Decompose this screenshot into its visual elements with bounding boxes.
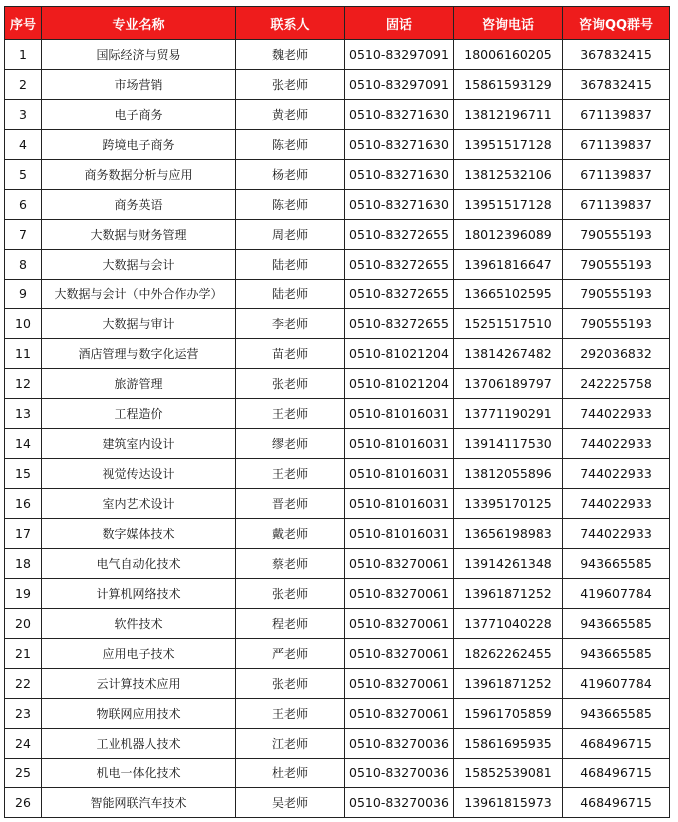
cell-qq-group: 790555193 [563,309,670,339]
header-contact-person: 联系人 [236,7,345,40]
cell-landline: 0510-83297091 [345,40,454,70]
cell-landline: 0510-83272655 [345,279,454,309]
cell-landline: 0510-81016031 [345,489,454,519]
table-row [5,189,670,219]
cell-index: 5 [5,159,42,189]
cell-qq-group: 943665585 [563,698,670,728]
cell-contact-person: 缪老师 [236,429,345,459]
header-qq-group: 咨询QQ群号 [563,7,670,40]
cell-consult-phone: 13814267482 [454,339,563,369]
cell-consult-phone: 13812532106 [454,159,563,189]
cell-contact-person: 杜老师 [236,758,345,788]
cell-major-name: 软件技术 [42,608,236,638]
cell-consult-phone: 18262262455 [454,638,563,668]
cell-consult-phone: 13961871252 [454,668,563,698]
table-row [5,668,670,698]
cell-landline: 0510-83271630 [345,99,454,129]
table-row [5,459,670,489]
cell-consult-phone: 13951517128 [454,189,563,219]
table-row [5,578,670,608]
cell-consult-phone: 13395170125 [454,489,563,519]
cell-landline: 0510-81016031 [345,429,454,459]
cell-qq-group: 367832415 [563,40,670,70]
cell-qq-group: 671139837 [563,189,670,219]
table-row [5,159,670,189]
cell-contact-person: 王老师 [236,459,345,489]
cell-major-name: 大数据与会计（中外合作办学） [42,279,236,309]
cell-index: 6 [5,189,42,219]
cell-index: 10 [5,309,42,339]
cell-contact-person: 陈老师 [236,129,345,159]
cell-index: 1 [5,40,42,70]
table-row [5,399,670,429]
cell-major-name: 商务英语 [42,189,236,219]
cell-index: 4 [5,129,42,159]
cell-qq-group: 671139837 [563,99,670,129]
cell-consult-phone: 18012396089 [454,219,563,249]
cell-qq-group: 468496715 [563,728,670,758]
cell-landline: 0510-83270036 [345,788,454,818]
cell-consult-phone: 13665102595 [454,279,563,309]
cell-index: 17 [5,519,42,549]
cell-major-name: 旅游管理 [42,369,236,399]
cell-landline: 0510-83271630 [345,189,454,219]
cell-landline: 0510-83270061 [345,698,454,728]
cell-index: 8 [5,249,42,279]
cell-landline: 0510-81021204 [345,369,454,399]
cell-qq-group: 943665585 [563,638,670,668]
cell-index: 16 [5,489,42,519]
cell-landline: 0510-83270061 [345,608,454,638]
cell-index: 13 [5,399,42,429]
cell-qq-group: 744022933 [563,489,670,519]
cell-major-name: 跨境电子商务 [42,129,236,159]
cell-contact-person: 陆老师 [236,249,345,279]
cell-index: 2 [5,69,42,99]
table-row [5,129,670,159]
cell-major-name: 工程造价 [42,399,236,429]
cell-landline: 0510-83270061 [345,668,454,698]
cell-major-name: 视觉传达设计 [42,459,236,489]
table-row [5,429,670,459]
cell-major-name: 智能网联汽车技术 [42,788,236,818]
header-index: 序号 [5,7,42,40]
cell-index: 21 [5,638,42,668]
cell-contact-person: 张老师 [236,668,345,698]
cell-consult-phone: 15861695935 [454,728,563,758]
cell-contact-person: 苗老师 [236,339,345,369]
table-row [5,279,670,309]
cell-landline: 0510-83297091 [345,69,454,99]
cell-index: 26 [5,788,42,818]
cell-contact-person: 严老师 [236,638,345,668]
cell-qq-group: 744022933 [563,519,670,549]
cell-index: 24 [5,728,42,758]
cell-contact-person: 张老师 [236,578,345,608]
cell-contact-person: 陆老师 [236,279,345,309]
table-row [5,638,670,668]
table-row [5,99,670,129]
cell-landline: 0510-83272655 [345,309,454,339]
cell-contact-person: 程老师 [236,608,345,638]
cell-landline: 0510-83270061 [345,578,454,608]
cell-major-name: 商务数据分析与应用 [42,159,236,189]
cell-consult-phone: 13812196711 [454,99,563,129]
cell-major-name: 酒店管理与数字化运营 [42,339,236,369]
cell-index: 15 [5,459,42,489]
table-row [5,728,670,758]
cell-major-name: 计算机网络技术 [42,578,236,608]
table-row [5,339,670,369]
header-consult-phone: 咨询电话 [454,7,563,40]
cell-contact-person: 王老师 [236,698,345,728]
cell-consult-phone: 13914261348 [454,548,563,578]
cell-contact-person: 晋老师 [236,489,345,519]
cell-major-name: 国际经济与贸易 [42,40,236,70]
cell-index: 25 [5,758,42,788]
header-landline: 固话 [345,7,454,40]
cell-contact-person: 吴老师 [236,788,345,818]
cell-landline: 0510-83272655 [345,219,454,249]
cell-qq-group: 790555193 [563,279,670,309]
cell-qq-group: 943665585 [563,548,670,578]
cell-qq-group: 367832415 [563,69,670,99]
cell-landline: 0510-83270036 [345,758,454,788]
cell-index: 3 [5,99,42,129]
cell-major-name: 建筑室内设计 [42,429,236,459]
cell-landline: 0510-81016031 [345,399,454,429]
cell-consult-phone: 18006160205 [454,40,563,70]
cell-contact-person: 蔡老师 [236,548,345,578]
cell-major-name: 工业机器人技术 [42,728,236,758]
cell-qq-group: 419607784 [563,668,670,698]
cell-qq-group: 943665585 [563,608,670,638]
cell-contact-person: 陈老师 [236,189,345,219]
cell-landline: 0510-83272655 [345,249,454,279]
cell-major-name: 大数据与财务管理 [42,219,236,249]
cell-major-name: 电气自动化技术 [42,548,236,578]
cell-qq-group: 671139837 [563,129,670,159]
table-row [5,519,670,549]
cell-landline: 0510-81016031 [345,519,454,549]
cell-landline: 0510-83270061 [345,638,454,668]
contact-table-container [4,6,670,818]
cell-index: 20 [5,608,42,638]
cell-major-name: 市场营销 [42,69,236,99]
cell-consult-phone: 13951517128 [454,129,563,159]
table-row [5,788,670,818]
cell-contact-person: 杨老师 [236,159,345,189]
cell-consult-phone: 13656198983 [454,519,563,549]
cell-qq-group: 671139837 [563,159,670,189]
table-row [5,69,670,99]
cell-contact-person: 张老师 [236,369,345,399]
cell-contact-person: 魏老师 [236,40,345,70]
cell-index: 12 [5,369,42,399]
table-row [5,548,670,578]
cell-qq-group: 744022933 [563,399,670,429]
cell-qq-group: 790555193 [563,219,670,249]
cell-major-name: 物联网应用技术 [42,698,236,728]
cell-contact-person: 王老师 [236,399,345,429]
cell-index: 18 [5,548,42,578]
cell-landline: 0510-83270036 [345,728,454,758]
cell-index: 9 [5,279,42,309]
table-row [5,309,670,339]
cell-consult-phone: 13961815973 [454,788,563,818]
cell-contact-person: 江老师 [236,728,345,758]
cell-consult-phone: 13771040228 [454,608,563,638]
cell-index: 7 [5,219,42,249]
cell-major-name: 数字媒体技术 [42,519,236,549]
cell-consult-phone: 13812055896 [454,459,563,489]
cell-index: 22 [5,668,42,698]
table-row [5,698,670,728]
cell-qq-group: 790555193 [563,249,670,279]
cell-qq-group: 419607784 [563,578,670,608]
cell-qq-group: 744022933 [563,459,670,489]
cell-qq-group: 468496715 [563,788,670,818]
table-row [5,249,670,279]
table-header-row [5,7,670,40]
cell-major-name: 云计算技术应用 [42,668,236,698]
cell-qq-group: 292036832 [563,339,670,369]
cell-contact-person: 张老师 [236,69,345,99]
cell-qq-group: 242225758 [563,369,670,399]
cell-landline: 0510-83271630 [345,129,454,159]
cell-index: 19 [5,578,42,608]
cell-consult-phone: 13914117530 [454,429,563,459]
table-row [5,40,670,70]
cell-qq-group: 744022933 [563,429,670,459]
cell-index: 14 [5,429,42,459]
cell-consult-phone: 13961816647 [454,249,563,279]
table-body [5,40,670,818]
cell-consult-phone: 13706189797 [454,369,563,399]
cell-index: 23 [5,698,42,728]
contact-table [4,6,670,818]
table-row [5,489,670,519]
cell-major-name: 大数据与审计 [42,309,236,339]
table-row [5,758,670,788]
cell-contact-person: 戴老师 [236,519,345,549]
cell-consult-phone: 13961871252 [454,578,563,608]
cell-major-name: 应用电子技术 [42,638,236,668]
cell-landline: 0510-81016031 [345,459,454,489]
cell-contact-person: 周老师 [236,219,345,249]
cell-consult-phone: 13771190291 [454,399,563,429]
table-row [5,219,670,249]
cell-landline: 0510-81021204 [345,339,454,369]
cell-consult-phone: 15961705859 [454,698,563,728]
cell-major-name: 电子商务 [42,99,236,129]
cell-landline: 0510-83270061 [345,548,454,578]
cell-consult-phone: 15852539081 [454,758,563,788]
cell-major-name: 机电一体化技术 [42,758,236,788]
cell-index: 11 [5,339,42,369]
table-row [5,608,670,638]
cell-landline: 0510-83271630 [345,159,454,189]
cell-consult-phone: 15251517510 [454,309,563,339]
cell-qq-group: 468496715 [563,758,670,788]
cell-major-name: 大数据与会计 [42,249,236,279]
header-major-name: 专业名称 [42,7,236,40]
cell-contact-person: 黄老师 [236,99,345,129]
cell-major-name: 室内艺术设计 [42,489,236,519]
cell-consult-phone: 15861593129 [454,69,563,99]
cell-contact-person: 李老师 [236,309,345,339]
table-row [5,369,670,399]
